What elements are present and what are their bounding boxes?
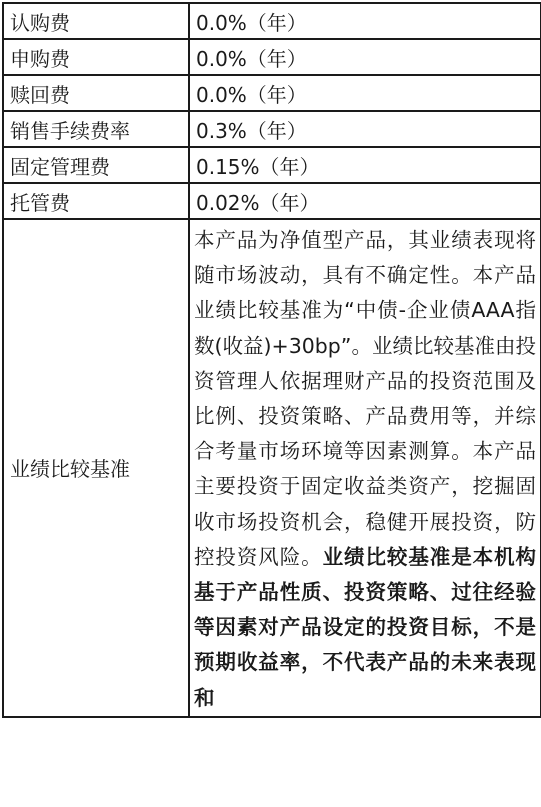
fee-label: 销售手续费率 <box>3 111 189 147</box>
fee-value: 0.02%（年） <box>189 183 541 219</box>
fee-value: 0.3%（年） <box>189 111 541 147</box>
fee-row-management <box>3 147 541 183</box>
benchmark-disclaimer-text: 业绩比较基准是本机构基于产品性质、投资策略、过往经验等因素对产品设定的投资目标，不是预期收益率，不代表产品的未来表现和 <box>194 544 537 710</box>
fee-label: 赎回费 <box>3 75 189 111</box>
fee-row-sales-commission <box>3 111 541 147</box>
fee-row-purchase <box>3 39 541 75</box>
fee-label: 认购费 <box>3 3 189 39</box>
fee-row-custody <box>3 183 541 219</box>
fee-value: 0.0%（年） <box>189 39 541 75</box>
fee-label: 申购费 <box>3 39 189 75</box>
fee-table <box>2 2 541 718</box>
fee-value: 0.0%（年） <box>189 3 541 39</box>
fee-row-redemption <box>3 75 541 111</box>
benchmark-row <box>3 219 541 717</box>
fee-row-subscription <box>3 3 541 39</box>
fee-label: 固定管理费 <box>3 147 189 183</box>
benchmark-description <box>189 219 541 717</box>
benchmark-description-text: 本产品为净值型产品，其业绩表现将随市场波动，具有不确定性。本产品业绩比较基准为“中债-企业债AAA指数(收益)+30bp”。业绩比较基准由投资管理人依据理财产品的投资范围及比例、投资策略、产品费用等，并综合考量市场环境等因素测算。本产品主要投资于固定收益类资产，挖掘固收市场投资机会，稳健开展投资，防控投资风险。 <box>194 228 536 569</box>
benchmark-label: 业绩比较基准 <box>3 219 189 717</box>
fee-value: 0.0%（年） <box>189 75 541 111</box>
fee-label: 托管费 <box>3 183 189 219</box>
fee-value: 0.15%（年） <box>189 147 541 183</box>
